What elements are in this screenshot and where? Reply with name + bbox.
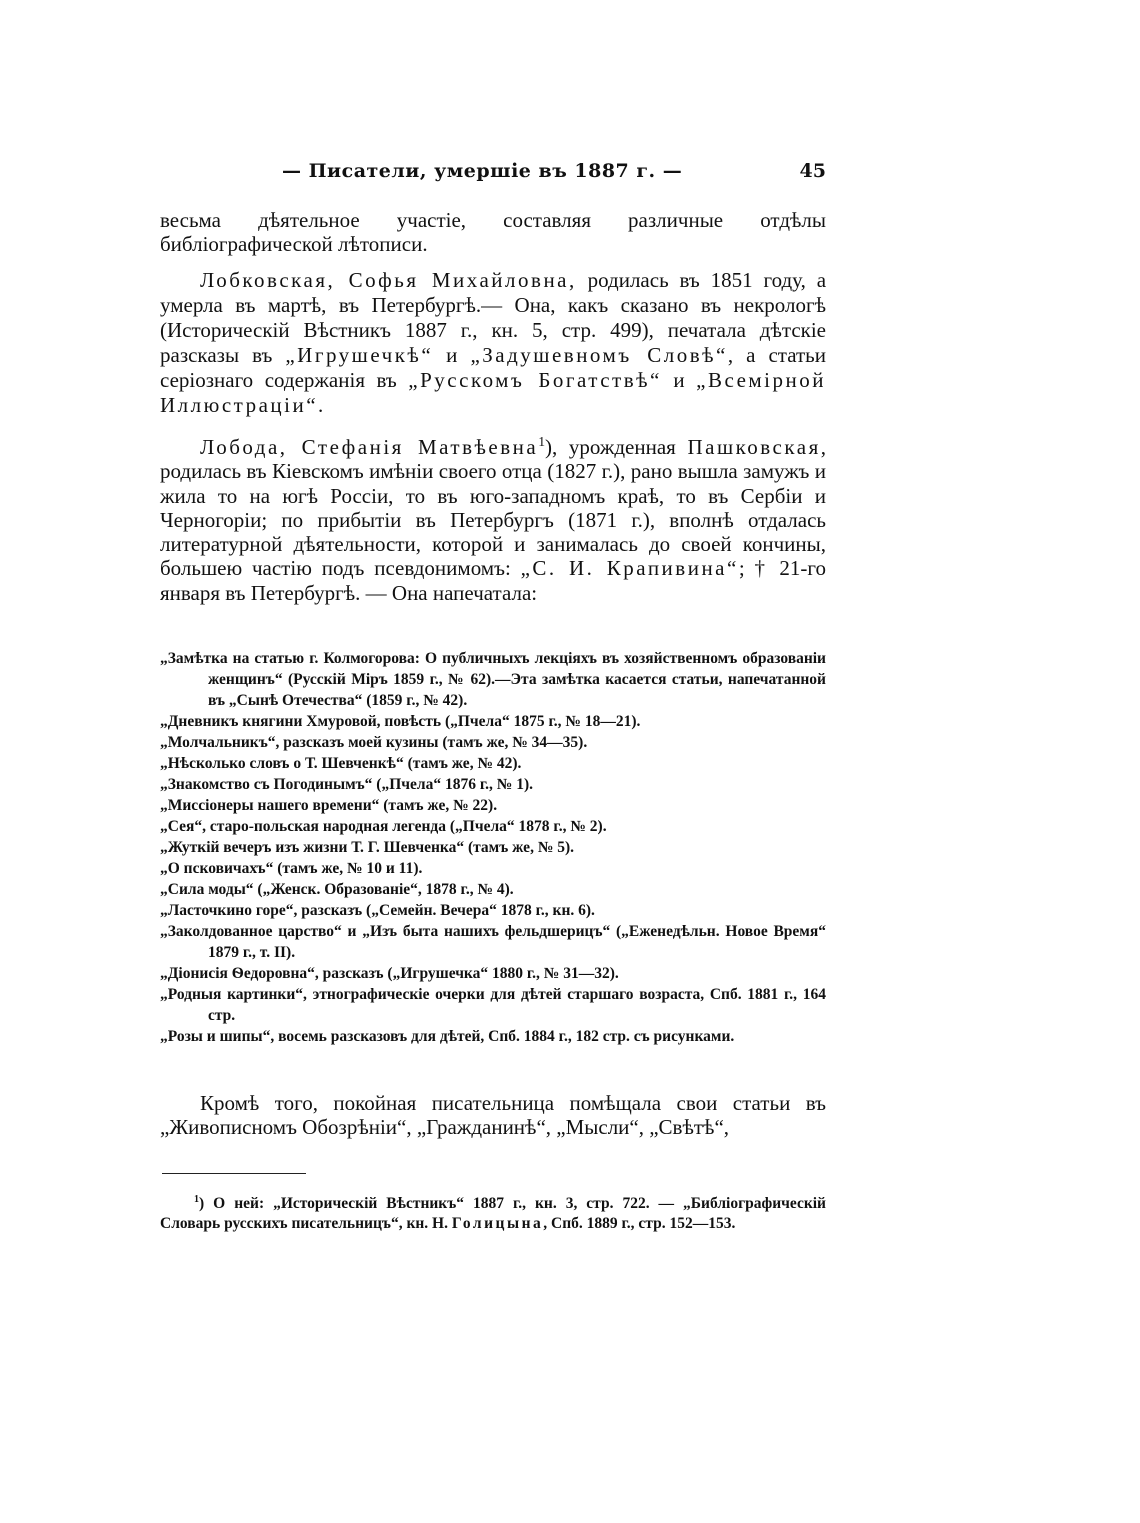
running-header (160, 160, 826, 188)
magazine-title: „Всемірной Иллюстраціи“ (160, 368, 826, 417)
entry-text: . (318, 393, 324, 417)
list-item: „Замѣтка на статью г. Колмогорова: О публичныхъ лекціяхъ въ хозяйственномъ образованіи женщинъ“ (Русскій Міръ 1859 г., № 62).—Эта замѣтка касается статьи, напечатанной въ „Сынѣ Отечества“ (1859 г., № 42). (160, 650, 826, 709)
footnote-reference: 1 (538, 434, 546, 449)
entry-name: Лобода, Стефанія Матвѣевна (200, 435, 539, 459)
pseudonym: „С. И. Крапивина“ (520, 556, 739, 581)
footnote-text: , Спб. 1889 г., стр. 152—153. (543, 1215, 736, 1232)
magazine-title: „Задушевномъ Словѣ“ (470, 343, 728, 367)
list-item: „Діонисія Ѳедоровна“, разсказъ („Игрушечка“ 1880 г., № 31—32). (160, 965, 619, 982)
entry-text: ; † 21-го января въ Петербургѣ. — Она напечатала: (160, 556, 826, 605)
entry-text: ), урожденная (545, 435, 688, 459)
list-item: „Знакомство съ Погодинымъ“ („Пчела“ 1876 г., № 1). (160, 776, 533, 793)
list-item: „Ласточкино горе“, разсказъ („Семейн. Вечера“ 1878 г., кн. 6). (160, 902, 595, 919)
list-item: „О псковичахъ“ (тамъ же, № 10 и 11). (160, 860, 423, 877)
footnote-text: ) О ней: „Историческій Вѣстникъ“ 1887 г., кн. 3, стр. 722. — „Библіографическій Словарь русскихъ писательницъ“, кн. Н. (160, 1195, 826, 1232)
list-item: „Сея“, старо-польская народная легенда („Пчела“ 1878 г., № 2). (160, 818, 607, 835)
paragraph-continuation: весьма дѣятельное участіе, составляя различные отдѣлы библіографической лѣтописи. (160, 208, 826, 256)
list-item: „Молчальникъ“, разсказъ моей кузины (тамъ же, № 34—35). (160, 734, 588, 751)
running-title: — Писатели, умершіе въ 1887 г. — (282, 160, 683, 182)
paragraph-loboda (160, 435, 826, 605)
list-item: „Сила моды“ („Женск. Образованіе“, 1878 г., № 4). (160, 881, 514, 898)
paragraph-lobkovskaya (160, 268, 826, 418)
list-item: „Миссіонеры нашего времени“ (тамъ же, № 22). (160, 797, 498, 814)
maiden-name: Пашковская (687, 435, 821, 459)
magazine-title: „Русскомъ Богатствѣ“ (408, 368, 662, 392)
entry-text: , родилась въ Кіевскомъ имѣніи своего отца (1827 г.), рано вышла замужъ и жила то на югѣ Россіи, то въ юго-западномъ краѣ, то въ Сербіи и Черногоріи; по прибытіи въ Петербургъ (1871 г.), вполнѣ отдалась литературной дѣятельности, которой и занималась до своей кончины, большею частію подъ псевдонимомъ: (160, 435, 826, 581)
list-item: „Нѣсколько словъ о Т. Шевченкѣ“ (тамъ же, № 42). (160, 755, 522, 772)
entry-text: и (433, 343, 471, 367)
footnote-mark: 1 (194, 1193, 200, 1205)
entry-text: родилась въ 1851 году, а умерла въ мартѣ, въ Петербургѣ.— Она, какъ сказано въ некрологѣ (Историческій Вѣстникъ 1887 г., кн. 5, стр. 499), печатала дѣтскіе разсказы въ (160, 268, 827, 367)
works-list (160, 648, 826, 1047)
entry-text: и (661, 368, 697, 392)
list-item: „Заколдованное царство“ и „Изъ быта нашихъ фельдшерицъ“ („Еженедѣльн. Новое Время“ 1879 г., т. II). (160, 923, 826, 961)
footnote (160, 1194, 826, 1234)
list-item: „Дневникъ княгини Хмуровой, повѣсть („Пчела“ 1875 г., № 18—21). (160, 713, 641, 730)
paragraph-closing: Кромѣ того, покойная писательница помѣщала свои статьи въ „Живописномъ Обозрѣніи“, „Гражданинѣ“, „Мысли“, „Свѣтѣ“, (160, 1091, 826, 1139)
entry-text: , а статьи серіознаго содержанія въ (160, 343, 826, 392)
page-number: 45 (799, 160, 826, 182)
footnote-author: Голицына (451, 1215, 544, 1232)
list-item: „Розы и шипы“, восемь разсказовъ для дѣтей, Спб. 1884 г., 182 стр. съ рисунками. (160, 1028, 735, 1045)
entry-name: Лобковская, Софья Михайловна, (200, 268, 577, 292)
footnote-divider (162, 1173, 306, 1174)
magazine-title: „Игрушечкѣ“ (285, 343, 434, 367)
list-item: „Родныя картинки“, этнографическіе очерки для дѣтей старшаго возраста, Спб. 1881 г., 164 стр. (160, 986, 826, 1024)
list-item: „Жуткій вечеръ изъ жизни Т. Г. Шевченка“ (тамъ же, № 5). (160, 839, 575, 856)
